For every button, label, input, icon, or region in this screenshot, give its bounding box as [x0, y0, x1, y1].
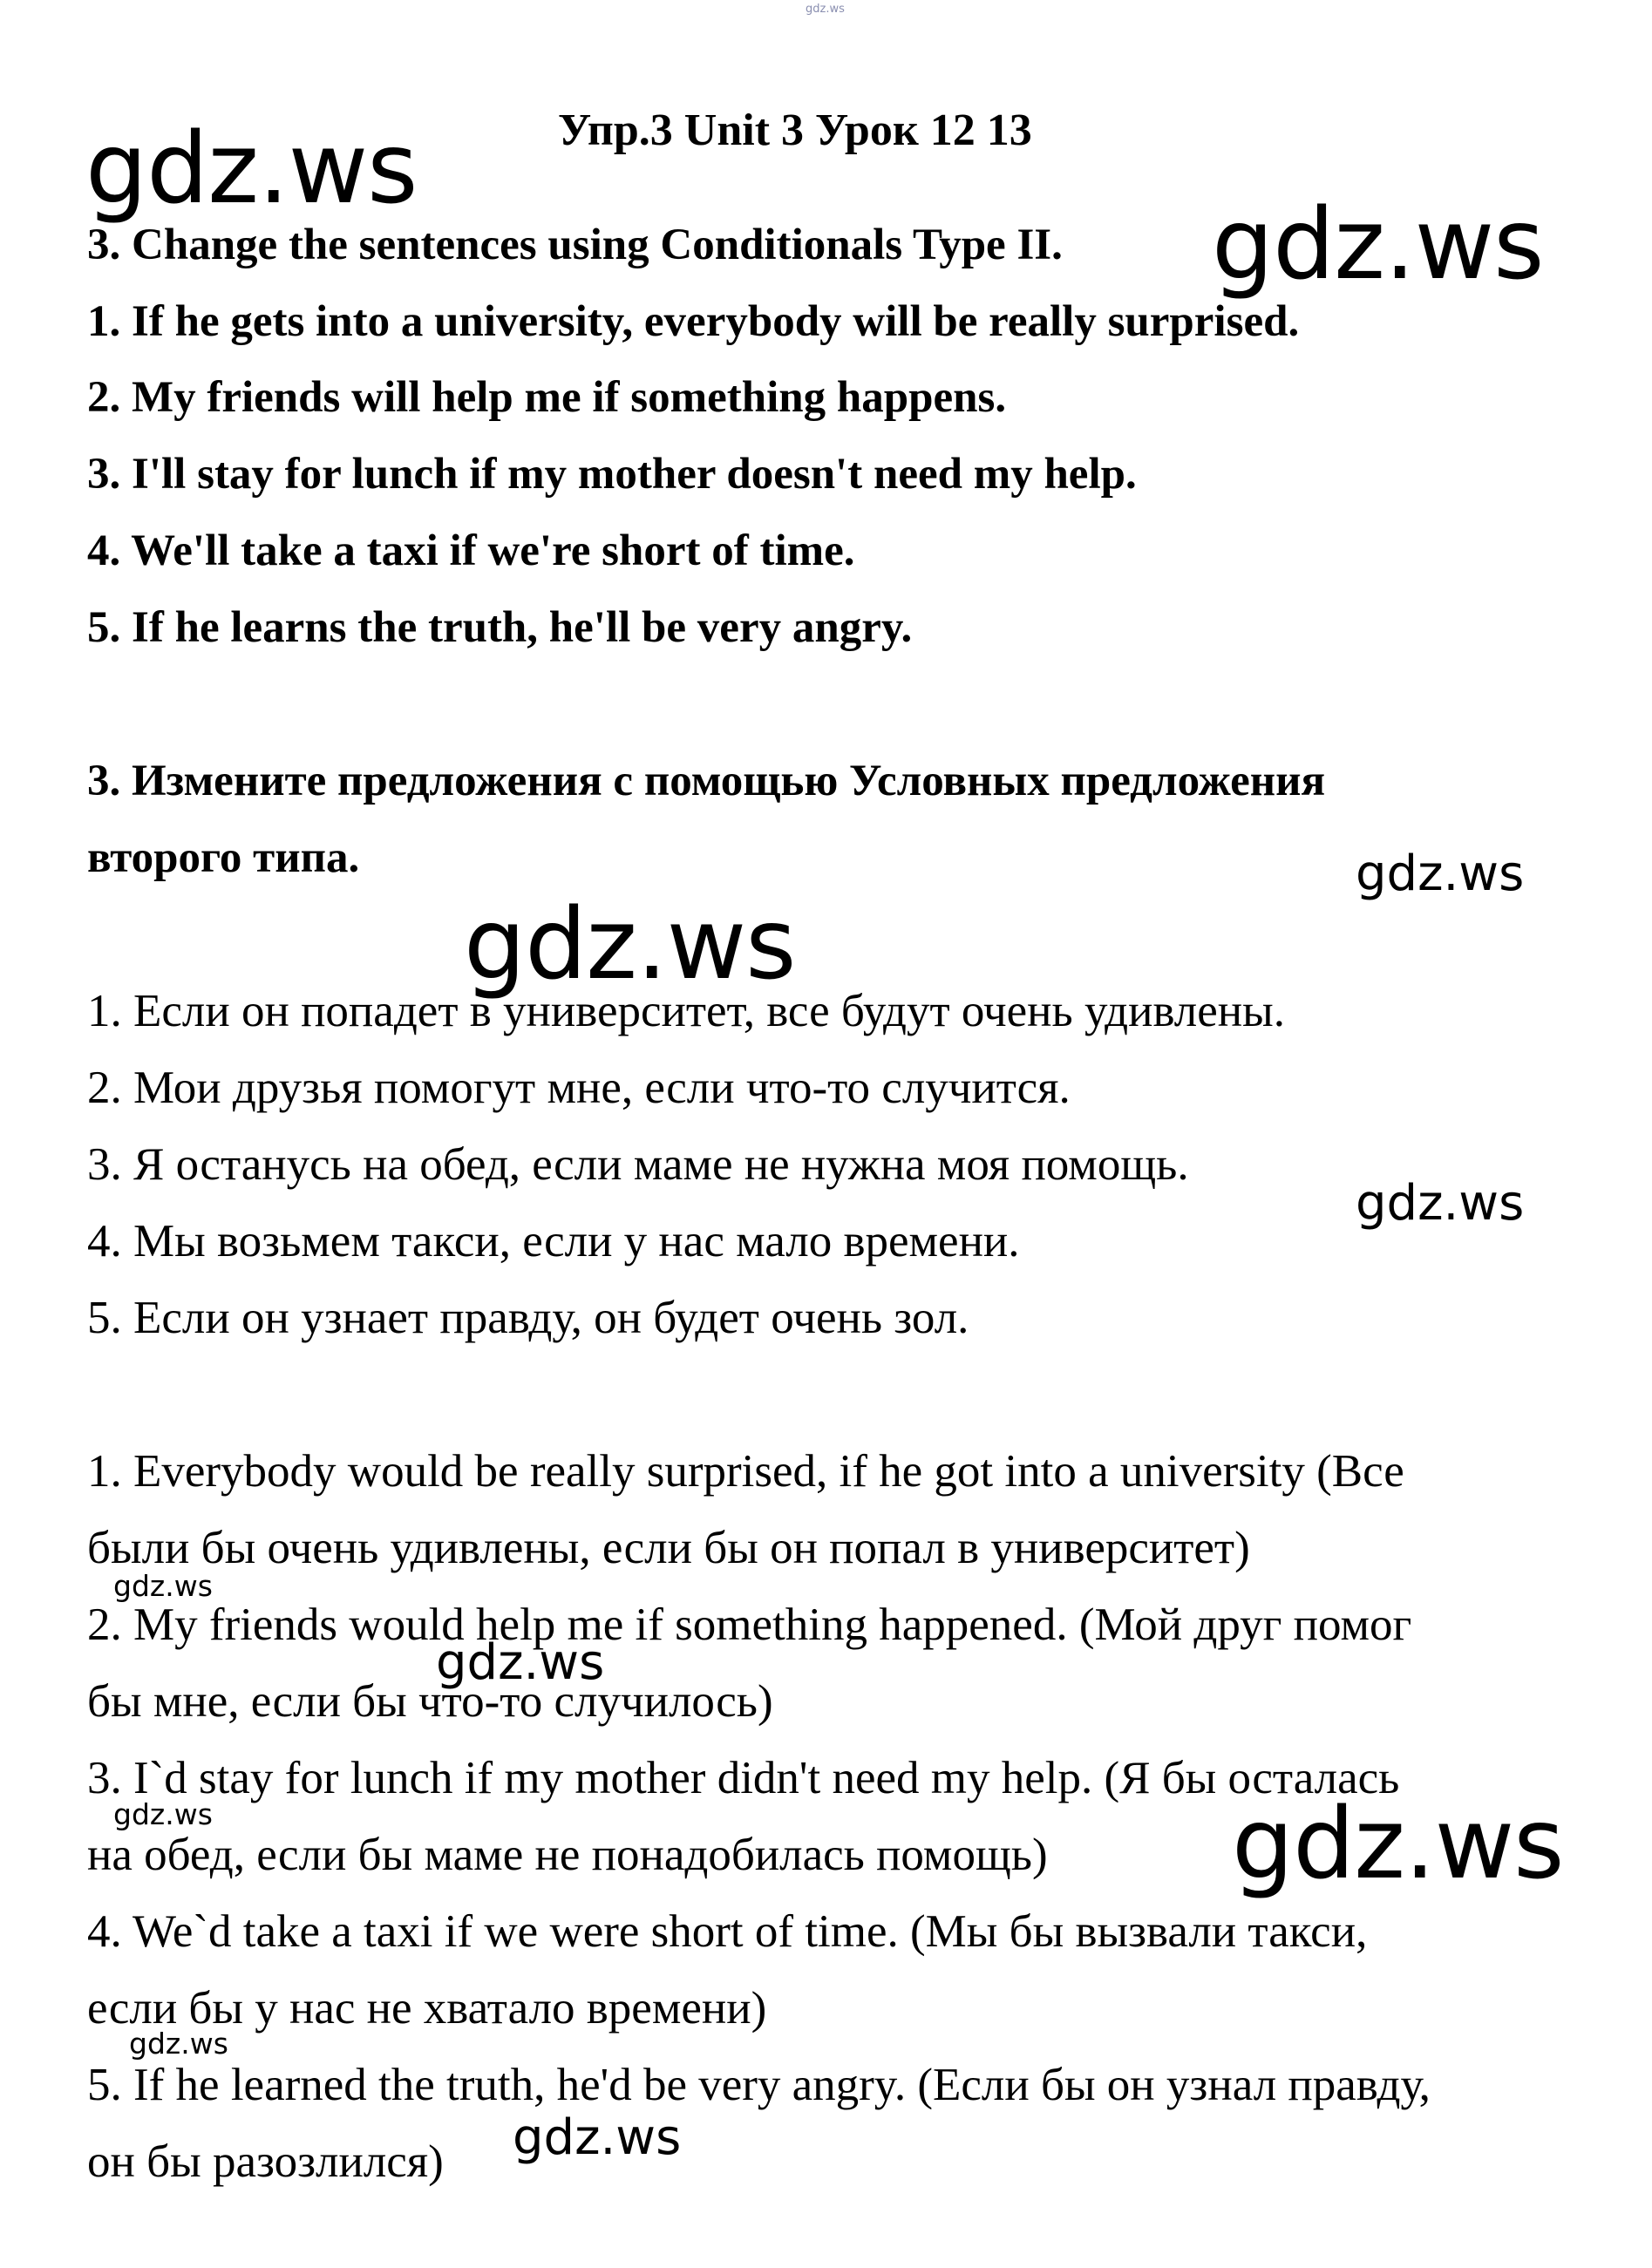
watermark: gdz.ws	[1212, 188, 1544, 302]
task-en-sentence-2: 2. My friends will help me if something happens.	[87, 373, 1007, 422]
task-en-sentence-1: 1. If he gets into a university, everybody will be really surprised.	[87, 297, 1300, 346]
answer-line-10: он бы разозлился)	[87, 2136, 444, 2187]
task-ru-sentence-3: 3. Я останусь на обед, если маме не нужна моя помощь.	[87, 1139, 1189, 1190]
task-ru-sentence-1: 1. Если он попадет в университет, все будут очень удивлены.	[87, 986, 1285, 1036]
answer-line-5: 3. I`d stay for lunch if my mother didn't need my help. (Я бы осталась	[87, 1753, 1400, 1803]
watermark: gdz.ws	[129, 2027, 228, 2061]
watermark: gdz.ws	[85, 112, 418, 226]
watermark: gdz.ws	[513, 2109, 682, 2166]
answer-line-3: 2. My friends would help me if something happened. (Мой друг помог	[87, 1599, 1412, 1650]
answer-line-4: бы мне, если бы что-то случилось)	[87, 1676, 773, 1727]
task-ru-sentence-5: 5. Если он узнает правду, он будет очень зол.	[87, 1293, 969, 1343]
watermark: gdz.ws	[113, 1569, 213, 1603]
answer-line-2: были бы очень удивлены, если бы он попал в университет)	[87, 1523, 1250, 1573]
task-ru-sentence-4: 4. Мы возьмем такси, если у нас мало времени.	[87, 1216, 1020, 1266]
answer-line-7: 4. We`d take a taxi if we were short of time. (Мы бы вызвали такси,	[87, 1906, 1368, 1957]
watermark: gdz.ws	[1356, 1175, 1525, 1232]
watermark: gdz.ws	[464, 888, 796, 1002]
task-ru-instruction-line-2: второго типа.	[87, 833, 360, 882]
answer-line-8: если бы у нас не хватало времени)	[87, 1983, 767, 2034]
page-title: Упр.3 Unit 3 Урок 12 13	[558, 105, 1032, 155]
watermark: gdz.ws	[436, 1634, 605, 1691]
task-en-sentence-3: 3. I'll stay for lunch if my mother doesn't need my help.	[87, 450, 1137, 499]
watermark: gdz.ws	[1232, 1788, 1564, 1901]
task-ru-instruction-line-1: 3. Измените предложения с помощью Условных предложения	[87, 757, 1326, 805]
watermark: gdz.ws	[806, 3, 845, 16]
task-en-instruction: 3. Change the sentences using Conditionals Type II.	[87, 221, 1063, 269]
task-ru-sentence-2: 2. Мои друзья помогут мне, если что-то случится.	[87, 1063, 1071, 1113]
task-en-sentence-5: 5. If he learns the truth, he'll be very angry.	[87, 603, 913, 652]
answer-line-9: 5. If he learned the truth, he'd be very angry. (Если бы он узнал правду,	[87, 2060, 1431, 2110]
task-en-sentence-4: 4. We'll take a taxi if we're short of time.	[87, 526, 855, 575]
watermark: gdz.ws	[1356, 845, 1525, 902]
watermark: gdz.ws	[113, 1797, 213, 1831]
answer-line-6: на обед, если бы маме не понадобилась помощь)	[87, 1830, 1048, 1880]
answer-line-1: 1. Everybody would be really surprised, if he got into a university (Все	[87, 1446, 1404, 1497]
